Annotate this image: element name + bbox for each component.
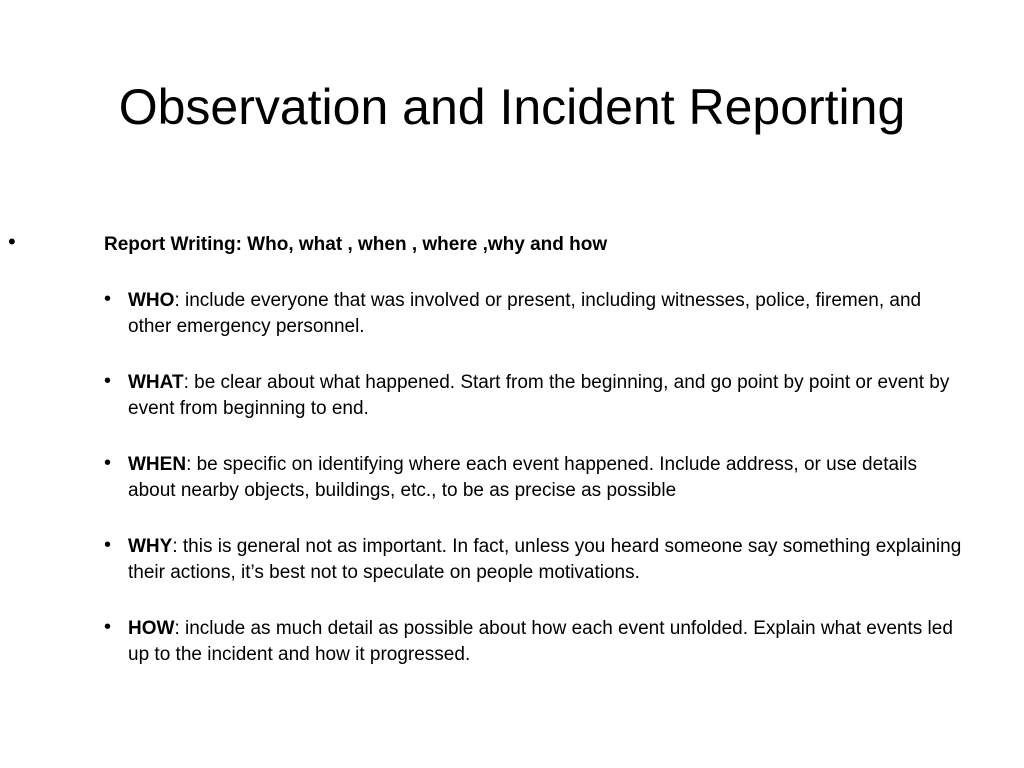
item-text: : be clear about what happened. Start from the beginning, and go point by point or event by event from beginning to end. bbox=[128, 372, 950, 419]
list-item-why bbox=[104, 534, 968, 586]
bullet-icon: • bbox=[104, 616, 112, 638]
bullet-icon: • bbox=[104, 288, 112, 310]
item-keyword: WHAT bbox=[128, 372, 184, 393]
main-bullet-text: Report Writing: Who, what , when , where ,why and how bbox=[104, 234, 608, 255]
item-keyword: WHY bbox=[128, 536, 173, 557]
item-text: : be specific on identifying where each event happened. Include address, or use details about nearby objects, buildings, etc., to be as precise as possible bbox=[128, 454, 917, 501]
list-item-when bbox=[104, 452, 968, 504]
list-item-who bbox=[104, 288, 968, 340]
main-bullet bbox=[8, 229, 984, 258]
bullet-icon: • bbox=[8, 229, 16, 254]
slide-title: Observation and Incident Reporting bbox=[118, 79, 906, 135]
list-item-how bbox=[104, 616, 968, 668]
bullet-icon: • bbox=[104, 370, 112, 392]
list-item-what bbox=[104, 370, 968, 422]
bullet-icon: • bbox=[104, 534, 112, 556]
item-keyword: WHEN bbox=[128, 454, 187, 475]
bullet-icon: • bbox=[104, 452, 112, 474]
item-keyword: HOW bbox=[128, 618, 175, 639]
sub-bullet-list bbox=[104, 288, 968, 698]
item-text: : include everyone that was involved or present, including witnesses, police, firemen, and other emergency personnel. bbox=[128, 290, 922, 337]
item-keyword: WHO bbox=[128, 290, 175, 311]
item-text: : this is general not as important. In fact, unless you heard someone say something explaining their actions, it’s best not to speculate on people motivations. bbox=[128, 536, 962, 583]
item-text: : include as much detail as possible about how each event unfolded. Explain what events led up to the incident and how it progressed. bbox=[128, 618, 953, 665]
